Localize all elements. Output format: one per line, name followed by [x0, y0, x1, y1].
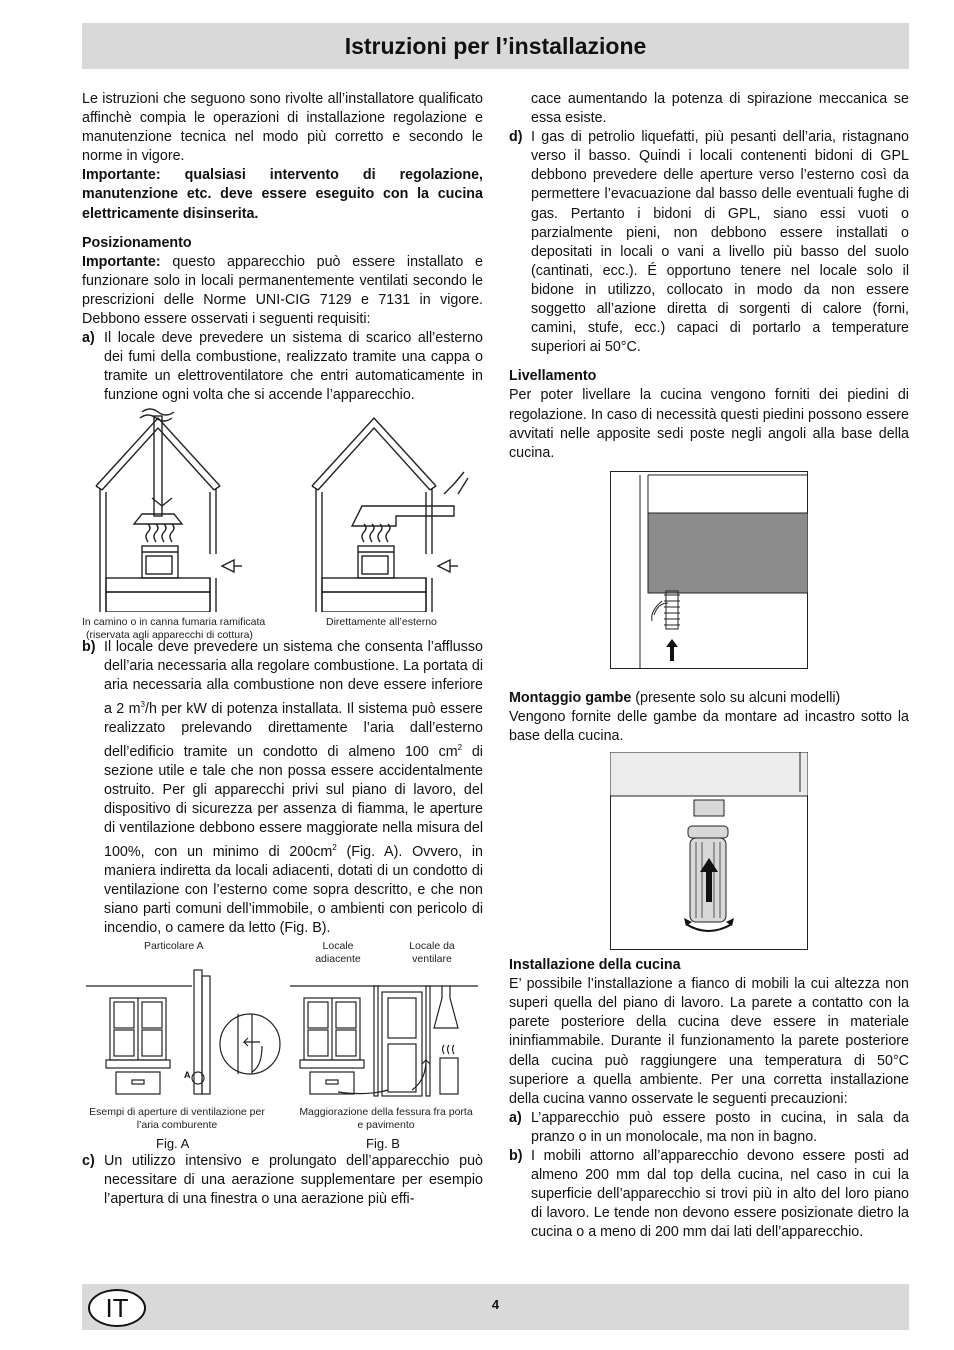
label-locale-adiacente: Locale adiacente — [315, 940, 361, 966]
precaution-b: b) I mobili attorno all’apparecchio devono essere posti ad almeno 200 mm dal top della cucina, nel caso in cui la superficie dell’apparecchio si trovi più in alto del loro piano di lavoro. Le tende non devono essere posizionate dietro la cucina o a meno di 200 mm dai lati dell’apparecchio. — [509, 1148, 909, 1241]
intro-paragraph: Le istruzioni che seguono sono rivolte all’installatore qualificato affinchè compia le operazioni di installazione regolazione e manutenzione tecnica nel modo più corretto e secondo le norme in vigore. — [82, 91, 483, 165]
intro-important: Importante: qualsiasi intervento di regolazione, manutenzione etc. deve essere eseguito con la cucina elettricamente disinserita. — [82, 167, 483, 222]
page-title: Istruzioni per l’installazione — [344, 33, 647, 59]
heading-installazione: Installazione della cucina — [509, 957, 681, 974]
page-footer — [82, 1284, 909, 1330]
fig2-caption-right: Maggiorazione della fessura fra porta e pavimento — [299, 1106, 473, 1132]
marker-a: A — [184, 1070, 191, 1081]
label-locale-ventilare: Locale da ventilare — [409, 940, 455, 966]
montaggio-text: Montaggio gambe (presente solo su alcuni modelli) — [509, 689, 841, 706]
leveling-foot-figure — [610, 471, 808, 669]
livellamento-text: Per poter livellare la cucina vengono forniti dei piedini di regolazione. In caso di necessità questi piedini possono essere avvitati nelle apposite sedi poste negli angoli alla base della cucina. — [509, 387, 909, 461]
left-column — [82, 90, 483, 1209]
page-number: 4 — [491, 1297, 500, 1312]
requirement-c-continued: cace aumentando la potenza di spirazione meccanica se essa esiste. — [531, 91, 909, 127]
installazione-text: E’ possibile l’installazione a fianco di mobili la cui altezza non superi quella del piano di lavoro. La parete a contatto con la parete posteriore della cucina deve essere in materiale ininfiammabile. Durante il funzionamento la parete posteriore della cucina può raggiungere una temperatura di 50°C superiore a quella ambiente. Per una corretta installazione della cucina vanno osservate le seguenti precauzioni: — [509, 976, 909, 1107]
figure-exhaust — [82, 406, 483, 641]
requirement-c: c) Un utilizzo intensivo e prolungato dell’apparecchio può necessitare di una aerazione supplementare per esempio l’apertura di una finestra o una aerazione più effi- — [82, 1153, 483, 1208]
requirement-b: b) Il locale deve prevedere un sistema che consenta l’afflusso dell’aria necessaria alla regolare combustione. La portata di aria necessaria alla combustione non deve essere inferiore a 2 $m^3/h$ per kW di potenza installata. Il sistema può essere realizzato prelevando direttamente l’aria dall’esterno dell’edificio tramite un condotto di almeno 100 $cm^2$ di sezione utile e tale che non possa essere accidentalmente ostruito. Per gli apparecchi privi sul piano di lavoro, del dispositivo di sicurezza per assenza di fiamma, le aperture di ventilazione debbono essere maggiorate nella misura del 100%, con un minimo di $200cm^2$ (Fig. A). Ovvero, in maniera indiretta da locali adiacenti, dotati di un condotto di ventilazione con l’esterno come sopra descritto, e che non siano parti comuni dell’immobile, o ambienti con pericolo di incendio, o camere da letto (Fig. B). — [82, 638, 483, 937]
posizionamento-text: Importante: questo apparecchio può essere installato e funzionare solo in locali permanentemente ventilati secondo le prescrizioni delle Norme UNI-CIG 7129 e 7131 in vigore. Debbono essere osservati i seguenti requisiti: — [82, 253, 483, 328]
leg-mounting-figure — [610, 752, 808, 950]
figure-ventilation — [82, 938, 483, 1152]
fig2-caption-left: Esempi di aperture di ventilazione per l’aria comburente — [89, 1106, 265, 1132]
montaggio-desc: Vengono fornite delle gambe da montare ad incastro sotto la base della cucina. — [509, 708, 909, 744]
label-particolare-a: Particolare A — [144, 940, 204, 953]
fig-a-label: Fig. A — [156, 1136, 190, 1152]
fig1-caption-right: Direttamente all’esterno — [326, 615, 437, 628]
fig1-caption-left: In camino o in canna fumaria ramificata (riservata agli apparecchi di cottura) — [82, 615, 266, 641]
precaution-a: a) L’apparecchio può essere posto in cucina, in sala da pranzo o in un monolocale, ma non in bagno. — [509, 1109, 909, 1145]
ventilation-diagram — [82, 968, 483, 1102]
language-badge: IT — [88, 1289, 146, 1327]
fig-b-label: Fig. B — [366, 1136, 400, 1152]
heading-livellamento: Livellamento — [509, 368, 597, 385]
requirement-a: a) Il locale deve prevedere un sistema di scarico all’esterno dei fumi della combustione, realizzato tramite una cappa o tramite un elettroventilatore che entri automaticamente in funzione ogni volta che si accende l’apparecchio. — [82, 330, 483, 404]
heading-posizionamento: Posizionamento — [82, 234, 192, 251]
page-header — [82, 23, 909, 69]
exhaust-diagram — [82, 406, 483, 612]
requirement-d: d) I gas di petrolio liquefatti, più pesanti dell’aria, ristagnano verso il basso. Quindi i locali contenenti bidoni di GPL debbono prevedere delle aperture verso l’esterno così da permettere l’evacuazione dal basso delle eventuali fughe di gas. Pertanto i bidoni di GPL, siano essi vuoti o parzialmente pieni, non debbono essere installati o depositati in locali o vani a livello più basso del suolo (cantinati, ecc.). É opportuno tenere nel locale solo il bidone in utilizzo, collocato in modo da non essere soggetto all’azione diretta di sorgenti di calore (forni, camini, stufe, ecc.) capaci di portarlo a temperature superiori ai 50°C. — [509, 129, 909, 356]
right-column — [509, 90, 909, 1242]
